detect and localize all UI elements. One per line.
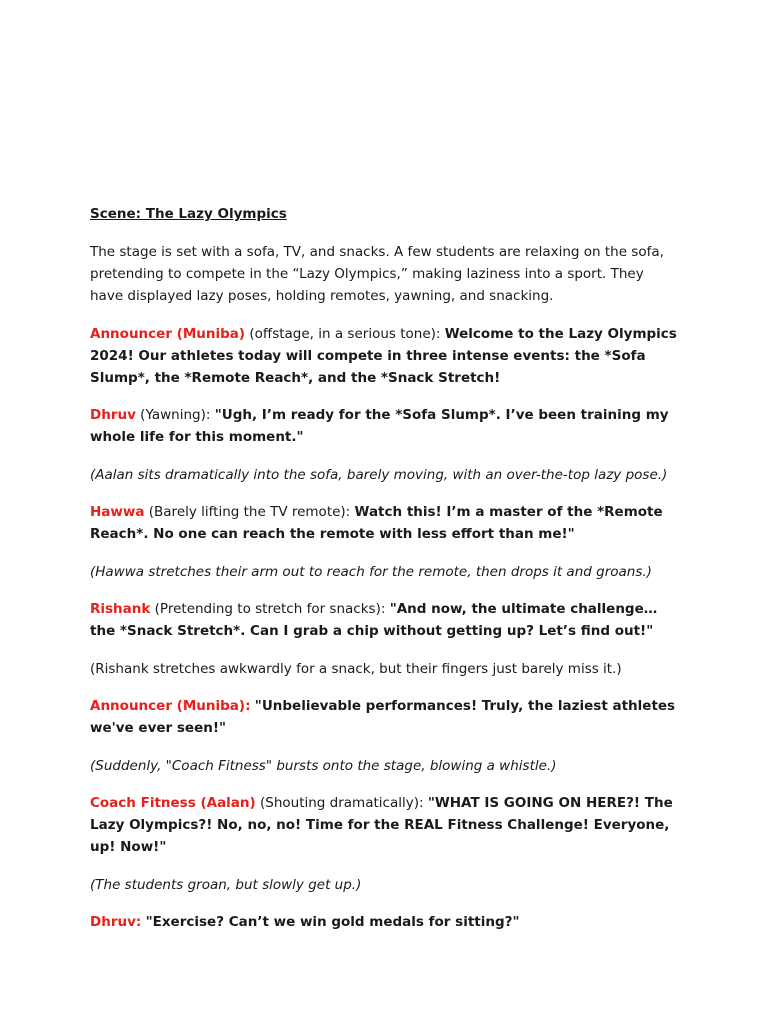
dialogue-line: Welcome to the Lazy Olympics 2024! Our athletes today will compete in three intense events: the *Sofa Slump*, the *Remote Reach*, and the *Snack Stretch! <box>90 325 677 386</box>
dialogue-line: "And now, the ultimate challenge… the *Snack Stretch*. Can I grab a chip without getting up? Let’s find out!" <box>90 601 658 639</box>
intro-paragraph: The stage is set with a sofa, TV, and snacks. A few students are relaxing on the sofa, pretending to compete in the “Lazy Olympics,” making laziness into a sport. They have displayed lazy poses, holding remotes, yawning, and snacking. <box>90 244 664 304</box>
dialogue-rishank <box>90 598 680 642</box>
dialogue-line: "Unbelievable performances! Truly, the laziest athletes we've ever seen!" <box>90 698 676 736</box>
speaker-name: Rishank <box>90 601 151 617</box>
speaker-name: Announcer (Muniba) <box>90 325 246 342</box>
scene-title: Scene: The Lazy Olympics <box>90 206 287 222</box>
speaker-name: Hawwa <box>90 504 145 520</box>
stage-note-hawwa: (Hawwa stretches their arm out to reach for the remote, then drops it and groans.) <box>90 563 652 580</box>
stage-note-rishank: (Rishank stretches awkwardly for a snack, but their fingers just barely miss it.) <box>90 660 622 677</box>
dialogue-announcer-1 <box>90 323 680 389</box>
stage-note-aalan: (Aalan sits dramatically into the sofa, barely moving, with an over-the-top lazy pose.) <box>90 466 668 483</box>
stage-direction: (Pretending to stretch for snacks): <box>150 601 390 617</box>
stage-direction: (Shouting dramatically): <box>255 795 428 811</box>
dialogue-hawwa <box>90 501 680 545</box>
dialogue-coach <box>90 792 680 858</box>
dialogue-line: "Exercise? Can’t we win gold medals for sitting?" <box>145 914 520 930</box>
stage-direction: (offstage, in a serious tone): <box>245 325 445 342</box>
stage-direction: (Barely lifting the TV remote): <box>144 504 355 520</box>
script-page <box>90 203 680 949</box>
dialogue-dhruv-2 <box>90 911 680 933</box>
speaker-name: Dhruv: <box>90 914 142 930</box>
speaker-name: Dhruv <box>90 407 136 423</box>
stage-direction: (Yawning): <box>135 407 215 423</box>
stage-note-coach: (Suddenly, "Coach Fitness" bursts onto the stage, blowing a whistle.) <box>90 757 557 774</box>
stage-note-students: (The students groan, but slowly get up.) <box>90 876 362 893</box>
dialogue-line: Watch this! I’m a master of the *Remote Reach*. No one can reach the remote with less effort than me!" <box>90 504 663 542</box>
dialogue-line: "WHAT IS GOING ON HERE?! The Lazy Olympics?! No, no, no! Time for the REAL Fitness Challenge! Everyone, up! Now!" <box>90 795 673 855</box>
speaker-name: Coach Fitness (Aalan) <box>90 795 256 811</box>
dialogue-dhruv-1 <box>90 404 680 448</box>
dialogue-announcer-2 <box>90 695 680 739</box>
dialogue-line: "Ugh, I’m ready for the *Sofa Slump*. I’ve been training my whole life for this moment." <box>90 407 669 445</box>
speaker-name: Announcer (Muniba): <box>90 698 251 714</box>
